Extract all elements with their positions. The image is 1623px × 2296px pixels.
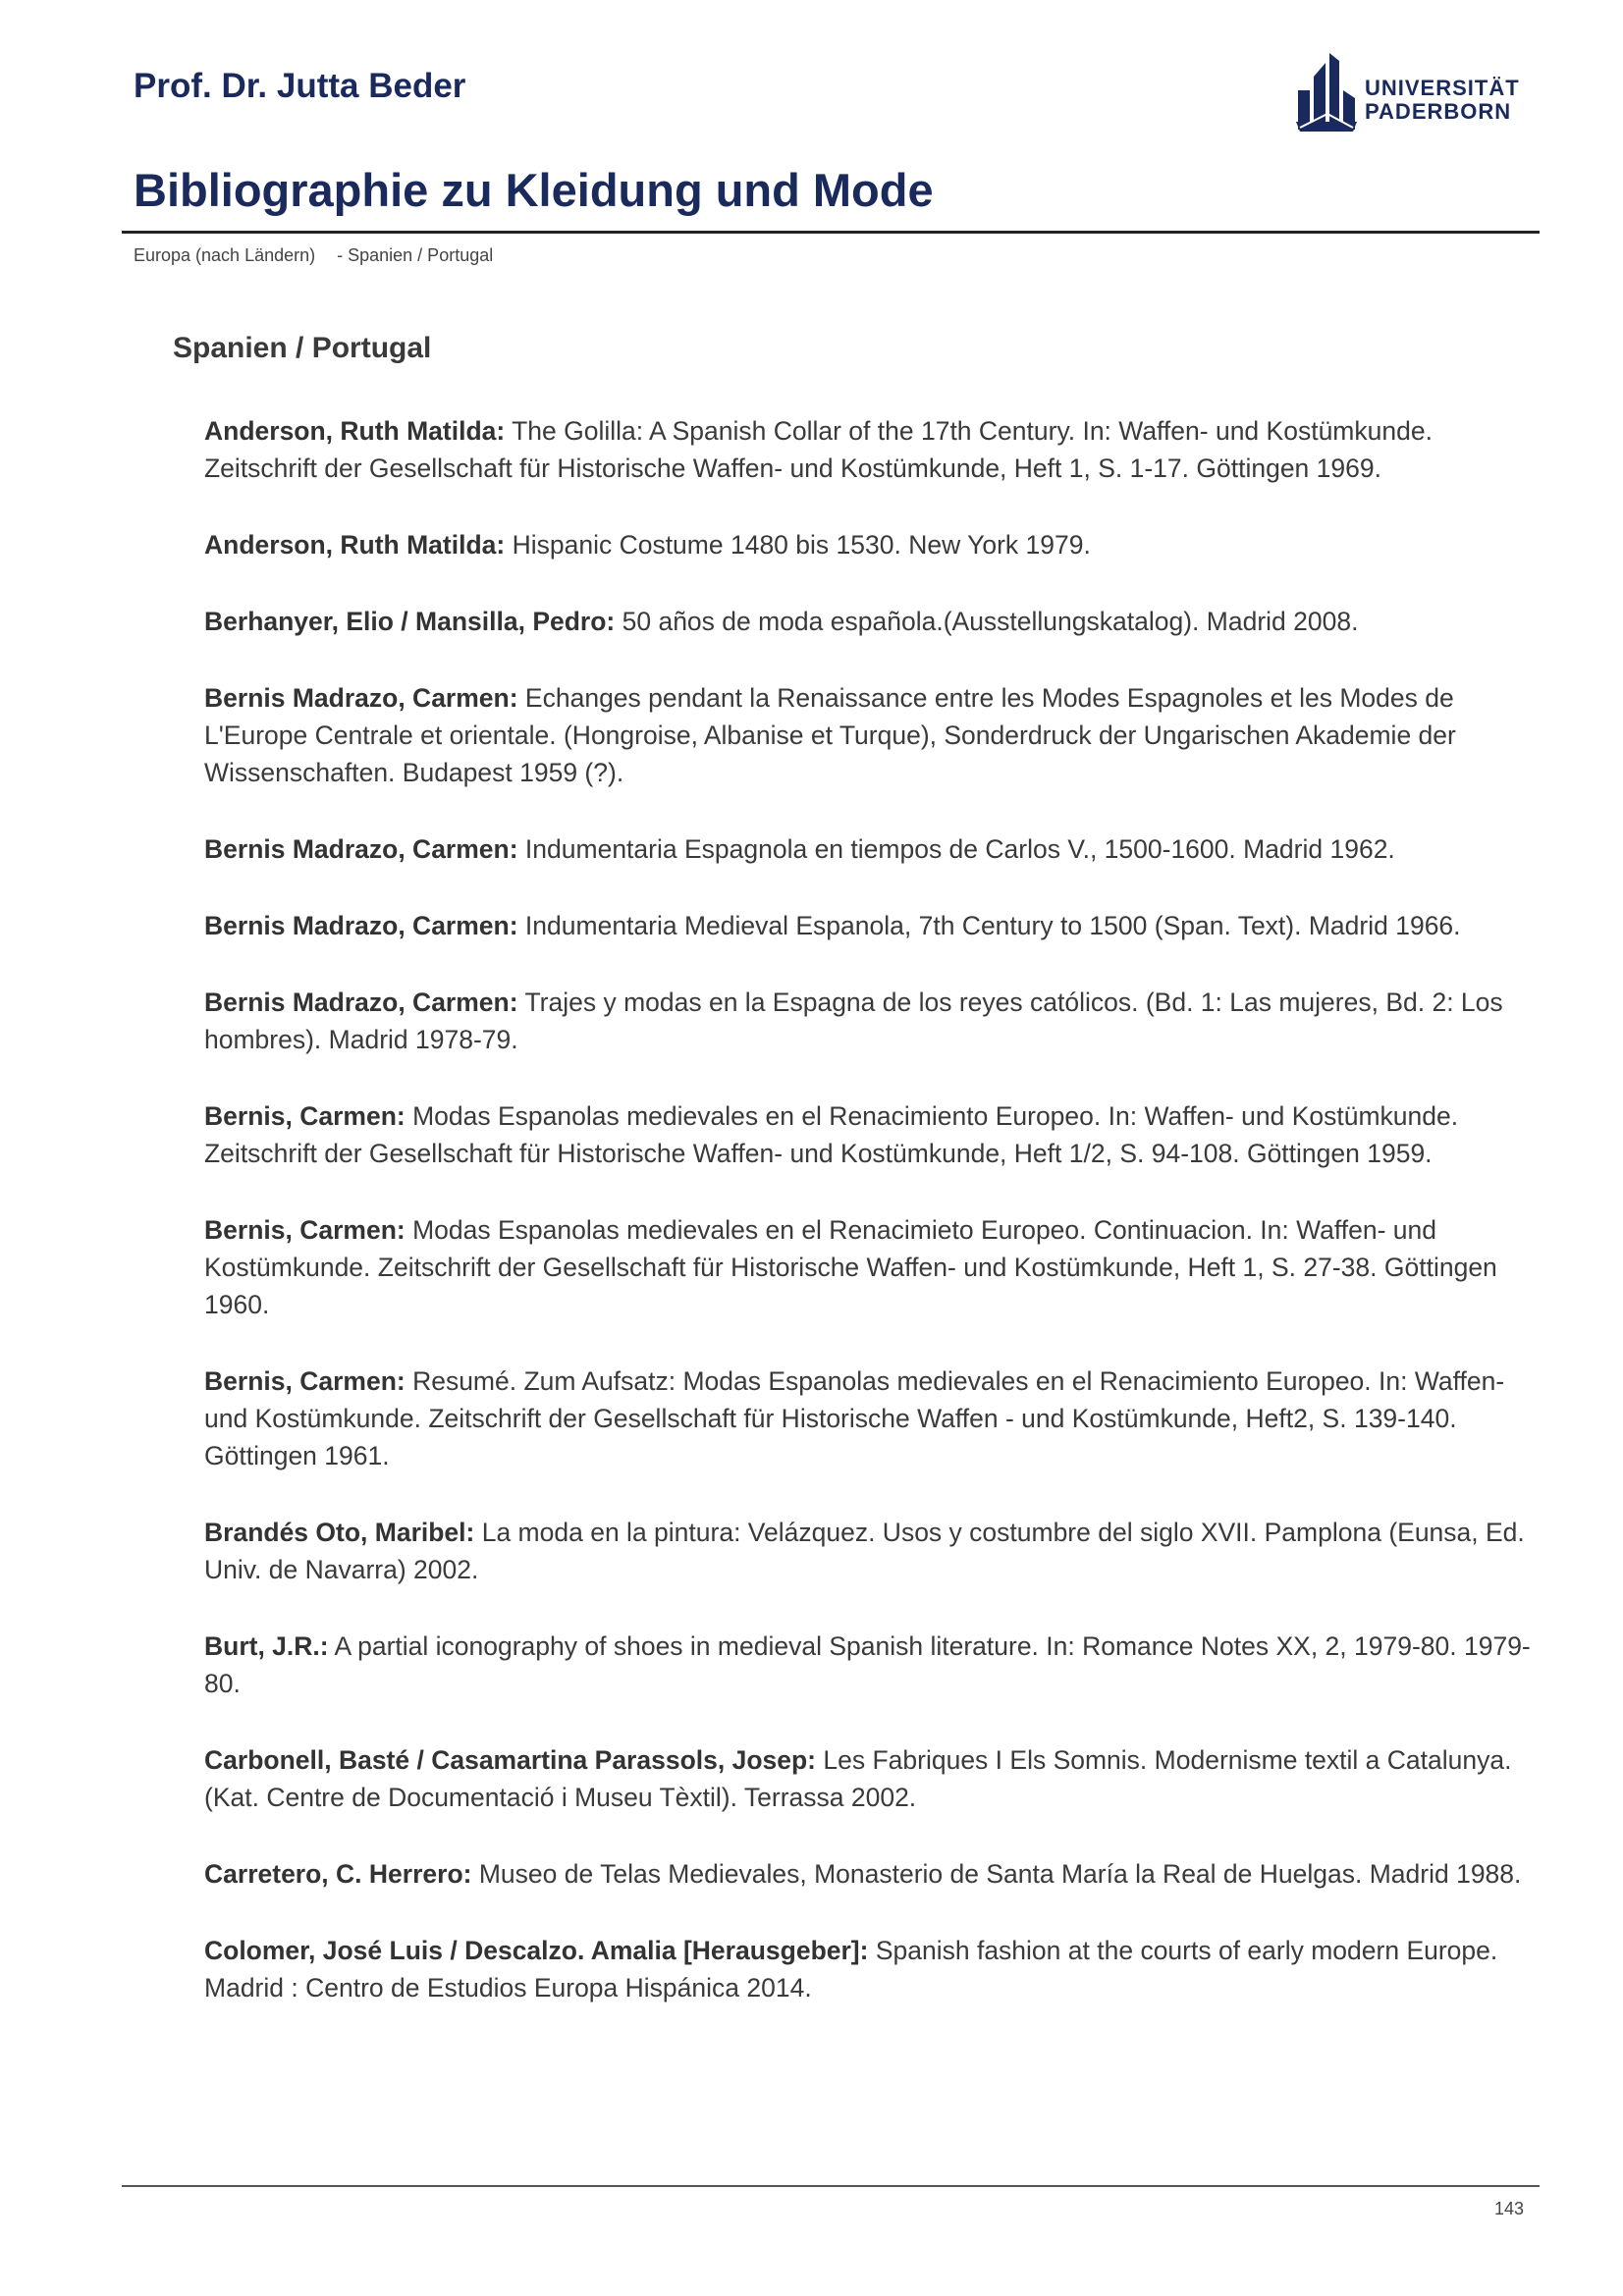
breadcrumb: [134, 245, 493, 266]
entry-author: Carbonell, Basté / Casamartina Parassols, Josep:: [204, 1745, 817, 1775]
entry-text: Indumentaria Medieval Espanola, 7th Century to 1500 (Span. Text). Madrid 1966.: [517, 911, 1461, 940]
bibliography-entry: [204, 1362, 1532, 1474]
author-name: Prof. Dr. Jutta Beder: [134, 67, 466, 105]
entry-author: Carretero, C. Herrero:: [204, 1859, 472, 1889]
university-logo-icon: [1294, 51, 1359, 132]
entry-text: Indumentaria Espagnola en tiempos de Carlos V., 1500-1600. Madrid 1962.: [517, 834, 1395, 864]
footer-divider: [122, 2185, 1540, 2187]
university-logo-text: [1365, 77, 1520, 124]
bibliography-entry: [204, 1932, 1532, 2006]
entry-author: Burt, J.R.:: [204, 1631, 329, 1661]
entry-text: A partial iconography of shoes in medieval Spanish literature. In: Romance Notes XX, 2, 1979-80. 1979-80.: [204, 1631, 1531, 1698]
entry-author: Bernis Madrazo, Carmen:: [204, 834, 518, 864]
bibliography-entry: [204, 1855, 1532, 1893]
bibliography-entry: [204, 984, 1532, 1058]
entry-author: Bernis Madrazo, Carmen:: [204, 683, 518, 713]
entry-text: Hispanic Costume 1480 bis 1530. New York 1979.: [505, 530, 1091, 560]
entry-text: Museo de Telas Medievales, Monasterio de Santa María la Real de Huelgas. Madrid 1988.: [471, 1859, 1522, 1889]
entry-text: Modas Espanolas medievales en el Renacimieto Europeo. Continuacion. In: Waffen- und Kostümkunde. Zeitschrift der Gesellschaft für Historische Waffen- und Kostümkunde, Heft 1, S. 27-38. Göttingen 1960.: [204, 1215, 1497, 1319]
entry-text: La moda en la pintura: Velázquez. Usos y costumbre del siglo XVII. Pamplona (Eunsa, Ed. Univ. de Navarra) 2002.: [204, 1518, 1525, 1584]
bibliography-list: [204, 412, 1532, 2046]
entry-text: Les Fabriques I Els Somnis. Modernisme textil a Catalunya. (Kat. Centre de Documentació i Museu Tèxtil). Terrassa 2002.: [204, 1745, 1512, 1812]
header-divider: [122, 231, 1540, 234]
bibliography-entry: [204, 1741, 1532, 1816]
logo-line-1: UNIVERSITÄT: [1365, 76, 1520, 100]
entry-author: Bernis Madrazo, Carmen:: [204, 988, 518, 1017]
page-number: 143: [1493, 2199, 1524, 2218]
bibliography-entry: [204, 603, 1532, 640]
breadcrumb-country: - Spanien / Portugal: [337, 245, 494, 265]
entry-text: Trajes y modas en la Espagna de los reyes católicos. (Bd. 1: Las mujeres, Bd. 2: Los hombres). Madrid 1978-79.: [204, 988, 1503, 1054]
entry-text: Resumé. Zum Aufsatz: Modas Espanolas medievales en el Renacimiento Europeo. In: Waffen- und Kostümkunde. Zeitschrift der Gesellschaft für Historische Waffen - und Kostümkunde, Heft2, S. 139-140. Göttingen 1961.: [204, 1366, 1505, 1470]
page-title: Bibliographie zu Kleidung und Mode: [134, 164, 934, 216]
entry-text: Echanges pendant la Renaissance entre les Modes Espagnoles et les Modes de L'Europe Centrale et orientale. (Hongroise, Albanise et Turque), Sonderdruck der Ungarischen Akademie der Wissenschaften. Budapest 1959 (?).: [204, 683, 1456, 787]
university-logo: [1294, 51, 1530, 133]
entry-author: Bernis Madrazo, Carmen:: [204, 911, 518, 940]
entry-text: 50 años de moda española.(Ausstellungskatalog). Madrid 2008.: [615, 607, 1359, 636]
bibliography-entry: [204, 830, 1532, 868]
section-title: Spanien / Portugal: [173, 332, 432, 364]
bibliography-entry: [204, 1097, 1532, 1172]
bibliography-entry: [204, 526, 1532, 563]
entry-author: Bernis, Carmen:: [204, 1215, 406, 1245]
entry-text: Spanish fashion at the courts of early modern Europe. Madrid : Centro de Estudios Europa Hispánica 2014.: [204, 1936, 1498, 2002]
logo-line-2: PADERBORN: [1365, 99, 1512, 124]
entry-author: Bernis, Carmen:: [204, 1101, 406, 1131]
entry-author: Brandés Oto, Maribel:: [204, 1518, 475, 1547]
entry-author: Anderson, Ruth Matilda:: [204, 530, 506, 560]
entry-text: The Golilla: A Spanish Collar of the 17th Century. In: Waffen- und Kostümkunde. Zeitschrift der Gesellschaft für Historische Waffen- und Kostümkunde, Heft 1, S. 1-17. Göttingen 1969.: [204, 416, 1433, 483]
entry-author: Colomer, José Luis / Descalzo. Amalia [Herausgeber]:: [204, 1936, 869, 1965]
bibliography-entry: [204, 679, 1532, 791]
entry-author: Berhanyer, Elio / Mansilla, Pedro:: [204, 607, 616, 636]
bibliography-entry: [204, 1628, 1532, 1702]
bibliography-entry: [204, 412, 1532, 487]
entry-text: Modas Espanolas medievales en el Renacimiento Europeo. In: Waffen- und Kostümkunde. Zeitschrift der Gesellschaft für Historische Waffen- und Kostümkunde, Heft 1/2, S. 94-108. Göttingen 1959.: [204, 1101, 1459, 1168]
entry-author: Bernis, Carmen:: [204, 1366, 406, 1396]
bibliography-entry: [204, 1514, 1532, 1588]
entry-author: Anderson, Ruth Matilda:: [204, 416, 506, 446]
bibliography-entry: [204, 907, 1532, 944]
breadcrumb-region: Europa (nach Ländern): [134, 245, 316, 265]
bibliography-entry: [204, 1211, 1532, 1323]
